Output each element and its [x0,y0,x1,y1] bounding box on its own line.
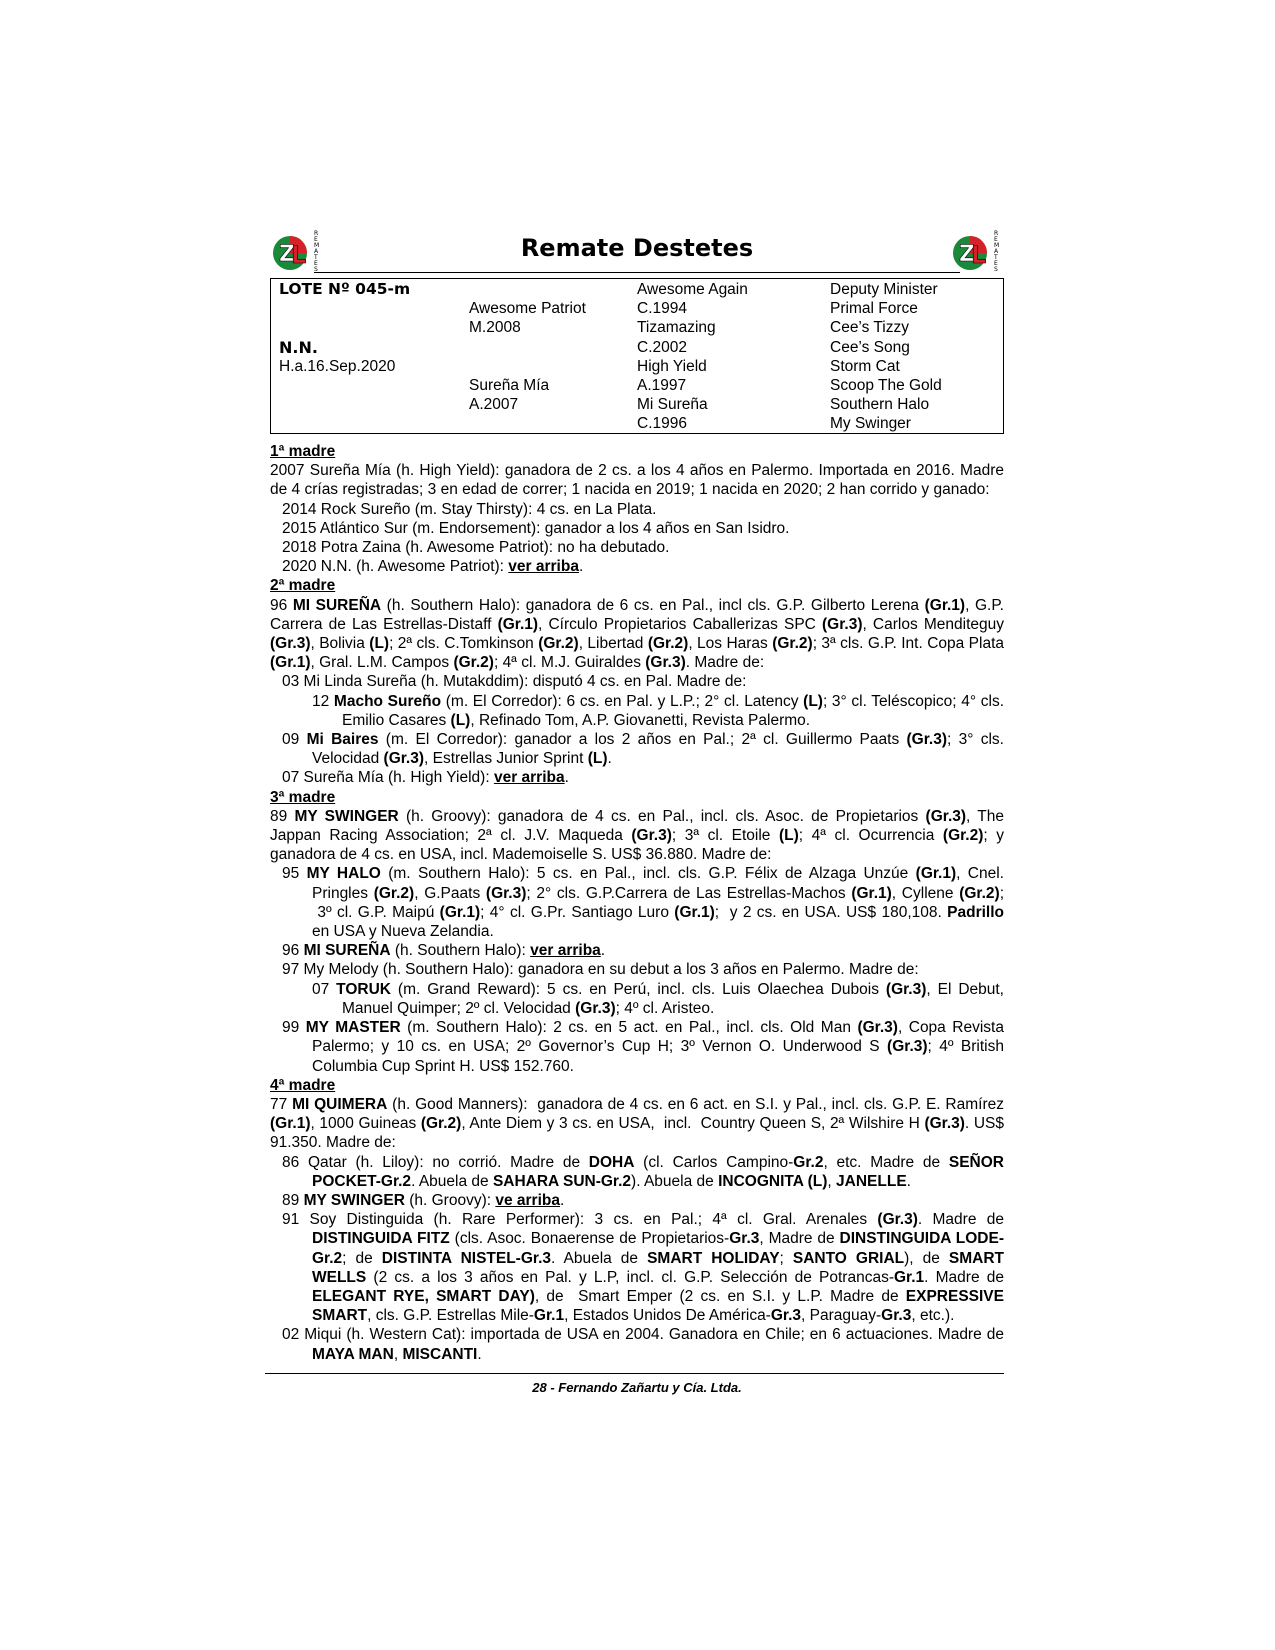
grandparent-name: Tizamazing [637,319,716,337]
svg-text:T: T [314,254,318,261]
pedigree-col-subject [279,280,410,376]
pedigree-col-great-grandparents [830,280,942,434]
grandparent-year: A.1997 [637,376,687,394]
svg-text:L: L [971,241,987,269]
header-rule [314,272,960,273]
page-header [270,226,1004,276]
svg-text:R: R [994,230,999,237]
pedigree-col-parents [469,280,586,414]
paragraph-3a-madre: 89 MY SWINGER (h. Groovy): ganadora de 4 cs. en Pal., incl. cls. Asoc. de Propietarios (Gr.3), The Jappan Racing Association; 2ª cl. J.V. Maqueda (Gr.3); 3ª cl. Etoile (L); 4ª cl. Ocurrencia (Gr.2); y ganadora de 4 cs. en USA, incl. Mademoiselle S. US$ 36.880. Madre de: [270,807,1004,864]
svg-text:E: E [994,260,998,267]
svg-text:S: S [314,266,318,273]
section-heading-2a-madre: 2ª madre [270,577,336,595]
offspring-entry: 86 Qatar (h. Liloy): no corrió. Madre de DOHA (cl. Carlos Campino-Gr.2, etc. Madre de SEÑOR POCKET-Gr.2. Abuela de SAHARA SUN-Gr.2). Abuela de INCOGNITA (L), JANELLE. [282,1153,1004,1190]
great-grandparent: Primal Force [830,300,918,318]
grandparent-year: C.1994 [637,300,687,318]
ver-arriba-ref: ver arriba [508,558,579,576]
grandparent-year: C.1996 [637,415,687,433]
page-title: Remate Destetes [520,234,754,262]
offspring-entry: 2020 N.N. (h. Awesome Patriot): ver arriba. [282,558,584,576]
dam-year: A.2007 [469,396,519,414]
grandparent-name: High Yield [637,357,707,375]
sire-year: M.2008 [469,319,521,337]
section-heading-3a-madre: 3ª madre [270,788,336,806]
paragraph-1a-madre: 2007 Sureña Mía (h. High Yield): ganadora de 2 cs. a los 4 años en Palermo. Importada en 2016. Madre de 4 crías registradas; 3 en edad de correr; 1 nacida en 2019; 1 nacida en 2020; 2 han corrido y ganado: [270,462,1004,499]
offspring-entry: 97 My Melody (h. Southern Halo): ganadora en su debut a los 3 años en Palermo. Madre de: [282,961,919,979]
svg-text:Z: Z [279,242,295,267]
lot-number: LOTE Nº 045-m [279,280,411,298]
document-page [270,226,1004,1397]
paragraph-2a-madre: 96 MI SUREÑA (h. Southern Halo): ganadora de 6 cs. en Pal., incl cls. G.P. Gilberto Lerena (Gr.1), G.P. Carrera de Las Estrellas-Distaff (Gr.1), Círculo Propietarios Caballerizas SPC (Gr.3), Carlos Menditeguy (Gr.3), Bolivia (L); 2ª cls. C.Tomkinson (Gr.2), Libertad (Gr.2), Los Haras (Gr.2); 3ª cls. G.P. Int. Copa Plata (Gr.1), Gral. L.M. Campos (Gr.2); 4ª cl. M.J. Guiraldes (Gr.3). Madre de: [270,596,1004,672]
svg-text:A: A [994,248,999,255]
great-grandparent: Cee’s Song [830,338,910,356]
offspring-entry: 95 MY HALO (m. Southern Halo): 5 cs. en Pal., incl. cls. G.P. Félix de Alzaga Unzúe (Gr.1), Cnel. Pringles (Gr.2), G.Paats (Gr.3); 2° cls. G.P.Carrera de Las Estrellas-Machos (Gr.1), Cyllene (Gr.2); 3º cl. G.P. Maipú (Gr.1); 4° cl. G.Pr. Santiago Luro (Gr.1); y 2 cs. en USA. US$ 180,108. Padrillo en USA y Nueva Zelandia. [282,865,1004,941]
offspring-entry: 12 Macho Sureño (m. El Corredor): 6 cs. en Pal. y L.P.; 2° cl. Latency (L); 3° cl. Teléscopico; 4° cls. Emilio Casares (L), Refinado Tom, A.P. Giovanetti, Revista Palermo. [312,692,1004,729]
section-heading-4a-madre: 4ª madre [270,1076,336,1094]
great-grandparent: Cee’s Tizzy [830,319,909,337]
footer-rule [265,1373,1004,1374]
great-grandparent: Storm Cat [830,357,900,375]
offspring-entry: 2014 Rock Sureño (m. Stay Thirsty): 4 cs. en La Plata. [282,500,657,518]
sire-name: Awesome Patriot [469,300,586,318]
page-footer: 28 - Fernando Zañartu y Cía. Ltda. [532,1379,742,1395]
svg-text:E: E [314,260,318,267]
sex-birthdate: H.a.16.Sep.2020 [279,357,396,375]
svg-text:R: R [314,230,319,237]
offspring-entry: 91 Soy Distinguida (h. Rare Performer): 3 cs. en Pal.; 4ª cl. Gral. Arenales (Gr.3). Madre de DISTINGUIDA FITZ (cls. Asoc. Bonaerense de Propietarios-Gr.3, Madre de DINSTINGUIDA LODE-Gr.2; de DISTINTA NISTEL-Gr.3. Abuela de SMART HOLIDAY; SANTO GRIAL), de SMART WELLS (2 cs. a los 3 años en Pal. y L.P, incl. cl. G.P. Selección de Potrancas-Gr.1. Madre de ELEGANT RYE, SMART DAY), de Smart Emper (2 cs. en S.I. y L.P. Madre de EXPRESSIVE SMART, cls. G.P. Estrellas Mile-Gr.1, Estados Unidos De América-Gr.3, Paraguay-Gr.3, etc.). [282,1211,1005,1325]
grandparent-name: Awesome Again [637,281,748,298]
great-grandparent: Scoop The Gold [830,376,942,394]
pedigree-notes [270,442,1004,1397]
zl-remates-logo-left [270,228,324,274]
offspring-entry: 99 MY MASTER (m. Southern Halo): 2 cs. en 5 act. en Pal., incl. cls. Old Man (Gr.3), Copa Revista Palermo; y 10 cs. en USA; 2º Governor’s Cup H; 3º Vernon O. Underwood S (Gr.3); 4º British Columbia Cup Sprint H. US$ 152.760. [282,1019,1004,1075]
offspring-entry: 2018 Potra Zaina (h. Awesome Patriot): no ha debutado. [282,539,670,557]
svg-text:E: E [314,236,318,243]
svg-text:M: M [314,242,320,249]
great-grandparent: Southern Halo [830,396,930,414]
horse-name: N.N. [279,337,318,357]
svg-text:S: S [994,266,998,273]
great-grandparent: My Swinger [830,415,911,433]
pedigree-table [270,278,1004,434]
offspring-entry: 96 MI SUREÑA (h. Southern Halo): ver arriba. [282,942,606,960]
ver-arriba-ref: ver arriba [493,769,565,787]
svg-text:T: T [994,254,998,261]
offspring-entry: 02 Miqui (h. Western Cat): importada de USA en 2004. Ganadora en Chile; en 6 actuaciones. Madre de MAYA MAN, MISCANTI. [282,1326,1004,1363]
zl-remates-logo-right [950,228,1004,274]
offspring-entry: 07 Sureña Mía (h. High Yield): ver arriba. [282,769,569,787]
ve-arriba-ref: ve arriba [495,1191,560,1209]
svg-text:M: M [994,242,1000,249]
svg-text:Z: Z [959,242,975,267]
great-grandparent: Deputy Minister [830,281,938,298]
svg-text:A: A [314,248,319,255]
offspring-entry: 03 Mi Linda Sureña (h. Mutakddim): disputó 4 cs. en Pal. Madre de: [282,673,747,691]
svg-text:E: E [994,236,998,243]
offspring-entry: 09 Mi Baires (m. El Corredor): ganador a los 2 años en Pal.; 2ª cl. Guillermo Paats (Gr.3); 3° cls. Velocidad (Gr.3), Estrellas Junior Sprint (L). [282,731,1004,768]
pedigree-col-grandparents [637,280,748,434]
paragraph-4a-madre: 77 MI QUIMERA (h. Good Manners): ganadora de 4 cs. en 6 act. en S.I. y Pal., incl. cls. G.P. E. Ramírez (Gr.1), 1000 Guineas (Gr.2), Ante Diem y 3 cs. en USA, incl. Country Queen S, 2ª Wilshire H (Gr.3). US$ 91.350. Madre de: [270,1095,1005,1152]
offspring-entry: 2015 Atlántico Sur (m. Endorsement): ganador a los 4 años en San Isidro. [282,519,790,537]
grandparent-year: C.2002 [637,338,687,356]
offspring-entry: 07 TORUK (m. Grand Reward): 5 cs. en Perú, incl. cls. Luis Olaechea Dubois (Gr.3), El Debut, Manuel Quimper; 2º cl. Velocidad (Gr.3); 4º cl. Aristeo. [312,980,1004,1017]
svg-text:L: L [291,241,307,269]
grandparent-name: Mi Sureña [637,396,708,414]
ver-arriba-ref: ver arriba [530,942,601,960]
offspring-entry: 89 MY SWINGER (h. Groovy): ve arriba. [282,1191,565,1209]
dam-name: Sureña Mía [469,376,550,394]
section-heading-1a-madre: 1ª madre [270,443,336,460]
